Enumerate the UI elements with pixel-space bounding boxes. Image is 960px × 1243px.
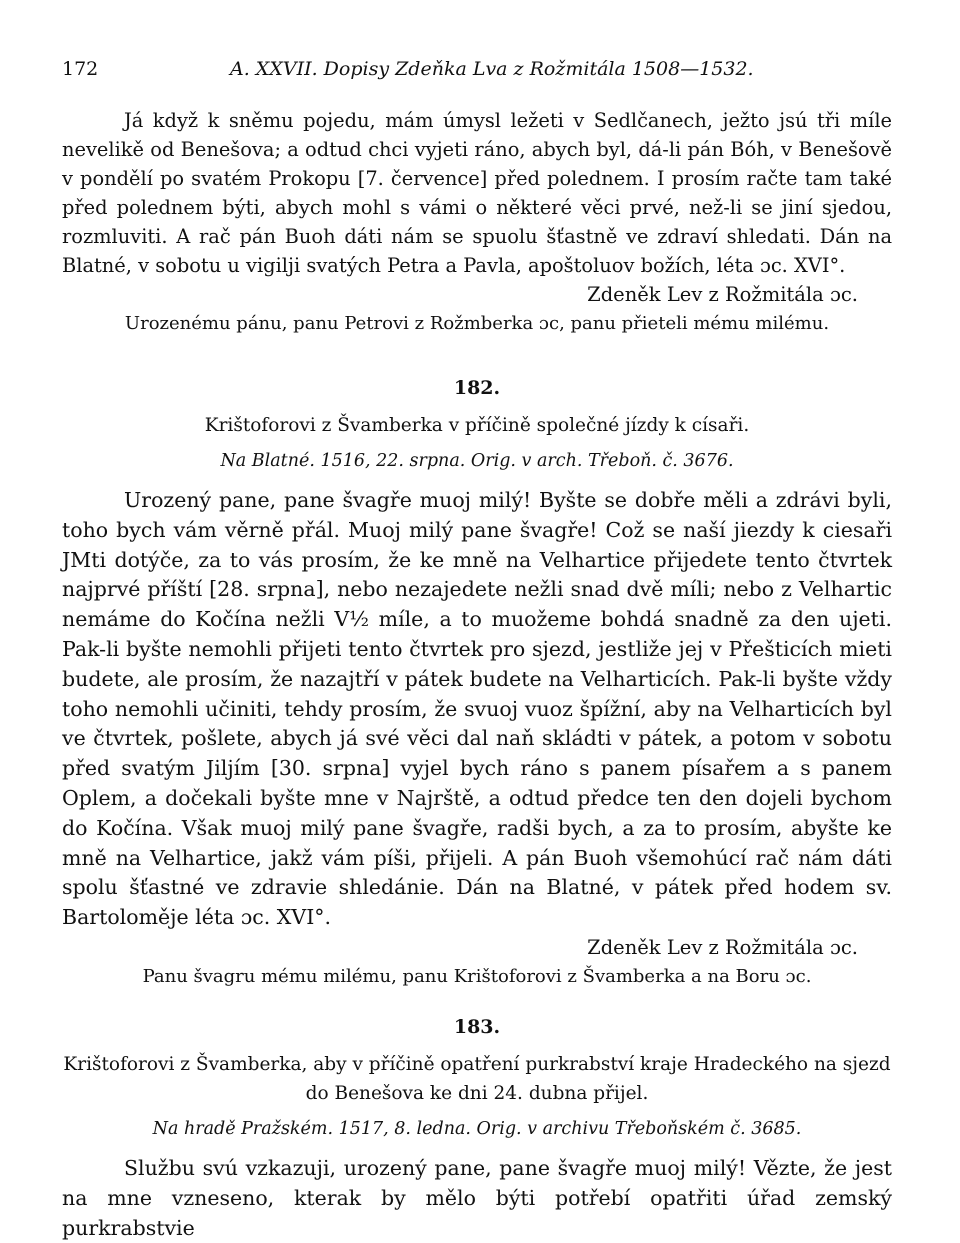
letter-source-note: Na hradě Pražském. 1517, 8. ledna. Orig. v archivu Třeboňském č. 3685.: [152, 1118, 802, 1139]
letter-body: Urozený pane, pane švagře muoj milý! Byšte se dobře měli a zdrávi byli, toho bych vám věrně přál. Muoj milý pane švagře! Což se naší jiezdy k ciesaři JMti dotýče, za to vás prosím, že ke mně na Velhartice přijedete tento čtvrtek najprvé příští [28. srpna], nebo nezajedete nežli snad dvě míli; nebo z Velhartic nemáme do Kočína nežli V½ míle, a to muožeme bohdá snadně za den ujeti. Pak-li byšte nemohli přijeti tento čtvrtek pro sjezd, jestliže jej v Přešticích mieti budete, ale prosím, že nazajtří v pátek budete na Velharticích. Pak-li byšte vždy toho nemohli učiniti, tehdy prosím, že svuoj vuoz špížní, aby na Velharticích byl ve čtvrtek, pošlete, abych já své věci dal naň skládti v pátek, a potom v sobotu před svatým Jiljím [30. srpna] vyjel bych ráno s panem písařem a s panem Oplem, a dočekali byšte mne v Najrště, a odtud předce ten den dojeli bychom do Kočína. Však muoj milý pane švagře, radši bych, a za to prosím, abyšte ke mně na Velhartice, jakž vám píši, přijeli. A pán Buoh všemohúcí rač nám dáti spolu šťastné ve zdravie shledánie. Dán na Blatné, v pátek před hodem sv. Bartoloměje léta ɔc. XVI°.: [62, 488, 892, 930]
letter-signature: Zdeněk Lev z Rožmitála ɔc.: [587, 935, 858, 959]
letter-address: Urozenému pánu, panu Petrovi z Rožmberka ɔc, panu přieteli mému milému.: [124, 313, 830, 334]
letter-body: Službu svú vzkazuji, urozený pane, pane švagře muoj milý! Vězte, že jest na mne vzneseno, kterak by mělo býti potřebí opatřiti úřad zemský purkrabstvie: [62, 1155, 892, 1240]
letter-number: 182.: [453, 377, 501, 399]
page-header: [62, 58, 892, 88]
letter-regest: Krištoforovi z Švamberka v příčině společné jízdy k císaři.: [204, 415, 750, 436]
letter-source-note: Na Blatné. 1516, 22. srpna. Orig. v arch. Třeboň. č. 3676.: [220, 451, 734, 471]
letter-body-continued: Já když k sněmu pojedu, mám úmysl ležeti v Sedlčanech, ježto jsú tři míle nevelikě od Benešova; a odtud chci vyjeti ráno, abych byl, dá-li pán Bóh, v Benešově v pondělí po svatém Prokopu [7. července] před polednem. I prosím račte tam také před polednem býti, abych mohl s vámi o některé věci prvé, než-li se jiní sjedou, rozmluviti. A rač pán Buoh dáti nám se spuolu šťastně ve zdraví shledati. Dán na Blatné, v sobotu u vigilji svatých Petra a Pavla, apoštoluov božích, léta ɔc. XVI°.: [62, 109, 892, 277]
letter-number: 183.: [453, 1015, 501, 1038]
letter-address: Panu švagru mému milému, panu Krištoforovi z Švamberka a na Boru ɔc.: [142, 965, 812, 987]
letter-regest: Krištoforovi z Švamberka, aby v příčině opatření purkrabství kraje Hradeckého na sjezd do Benešova ke dni 24. dubna přijel.: [63, 1053, 891, 1104]
page-number: 172: [62, 58, 99, 80]
letter-signature: Zdeněk Lev z Rožmitála ɔc.: [587, 283, 858, 306]
document-page: [62, 58, 892, 1243]
running-title: A. XXVII. Dopisy Zdeňka Lva z Rožmitála 1508—1532.: [230, 58, 754, 80]
